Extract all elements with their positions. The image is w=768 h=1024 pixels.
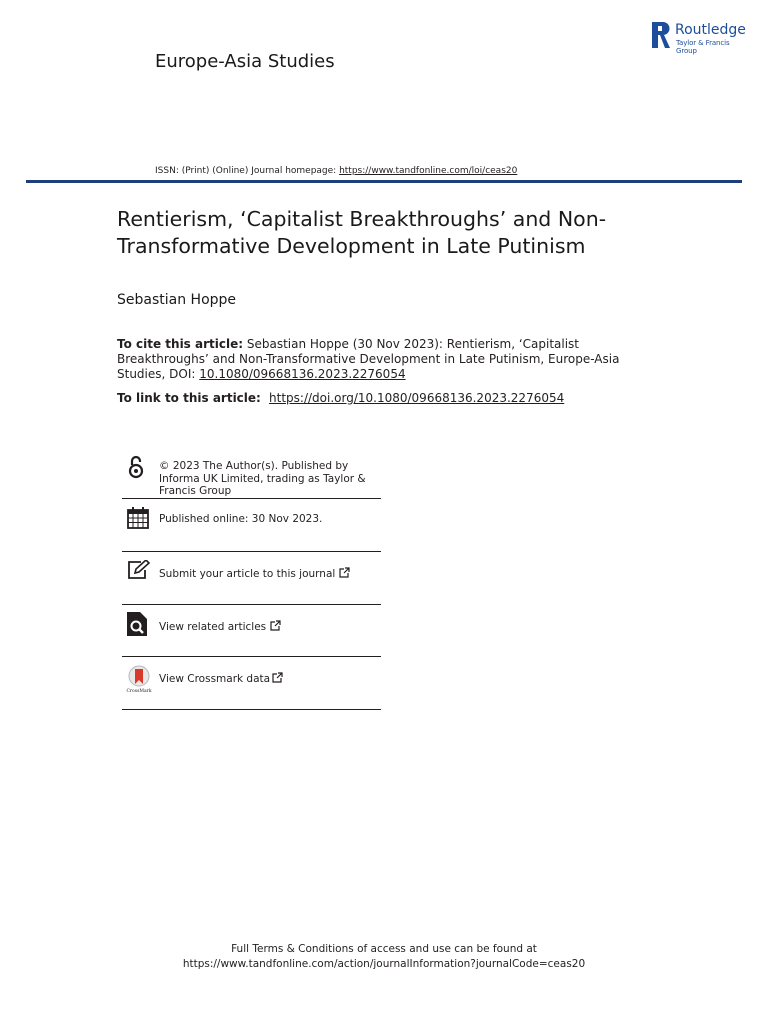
cite-label: To cite this article: <box>117 337 244 351</box>
external-link-icon <box>272 672 283 683</box>
crossmark-row[interactable] <box>122 657 381 709</box>
external-link-icon <box>339 567 350 578</box>
publisher-name: Routledge <box>675 22 746 38</box>
published-row <box>122 499 381 551</box>
document-search-icon <box>127 612 147 636</box>
issn-line <box>155 166 517 176</box>
submit-row[interactable] <box>122 552 381 604</box>
author-name: Sebastian Hoppe <box>117 292 237 308</box>
license-text: © 2023 The Author(s). Published by Informa UK Limited, trading as Taylor & Francis Group <box>159 460 366 497</box>
related-label: View related articles <box>159 621 267 633</box>
license-row <box>122 454 381 498</box>
link-label: To link to this article: <box>117 391 266 405</box>
routledge-logo[interactable] <box>652 22 752 55</box>
related-row[interactable] <box>122 605 381 656</box>
cite-text: Sebastian Hoppe (30 Nov 2023): Rentierism, ‘Capitalist Breakthroughs’ and Non-Transformative Development in Late Putinism, Europe-Asia Studies, DOI: <box>117 337 620 381</box>
journal-title: Europe-Asia Studies <box>155 51 335 72</box>
edit-icon <box>127 560 151 580</box>
crossmark-label: View Crossmark data <box>159 673 271 685</box>
footer <box>0 942 768 972</box>
publisher-group: Taylor & Francis Group <box>676 39 730 55</box>
row-divider <box>122 709 381 710</box>
submit-article-link[interactable] <box>159 567 383 581</box>
external-link-icon <box>270 620 281 631</box>
submit-label: Submit your article to this journal <box>159 568 336 580</box>
open-access-icon <box>127 454 145 480</box>
cite-doi-link[interactable]: 10.1080/09668136.2023.2276054 <box>199 367 406 381</box>
issn-text: ISSN: (Print) (Online) Journal homepage: <box>155 166 340 176</box>
footer-terms-url[interactable]: https://www.tandfonline.com/action/journalInformation?journalCode=ceas20 <box>182 958 586 970</box>
journal-homepage-link[interactable]: https://www.tandfonline.com/loi/ceas20 <box>339 166 518 176</box>
crossmark-logo-text: CrossMark <box>126 689 152 693</box>
footer-terms: Full Terms & Conditions of access and use can be found at <box>231 943 537 955</box>
header-rule <box>26 180 742 183</box>
crossmark-link[interactable] <box>159 672 383 686</box>
article-link-block <box>117 391 564 405</box>
published-date: Published online: 30 Nov 2023. <box>159 513 323 525</box>
citation-block <box>117 337 637 382</box>
calendar-icon <box>127 507 149 529</box>
article-title: Rentierism, ‘Capitalist Breakthroughs’ and Non-Transformative Development in Late Putinism <box>117 207 607 258</box>
crossmark-icon <box>126 665 152 693</box>
related-articles-link[interactable] <box>159 620 383 634</box>
article-doi-link[interactable]: https://doi.org/10.1080/09668136.2023.2276054 <box>269 391 565 405</box>
routledge-r-icon <box>652 22 670 48</box>
